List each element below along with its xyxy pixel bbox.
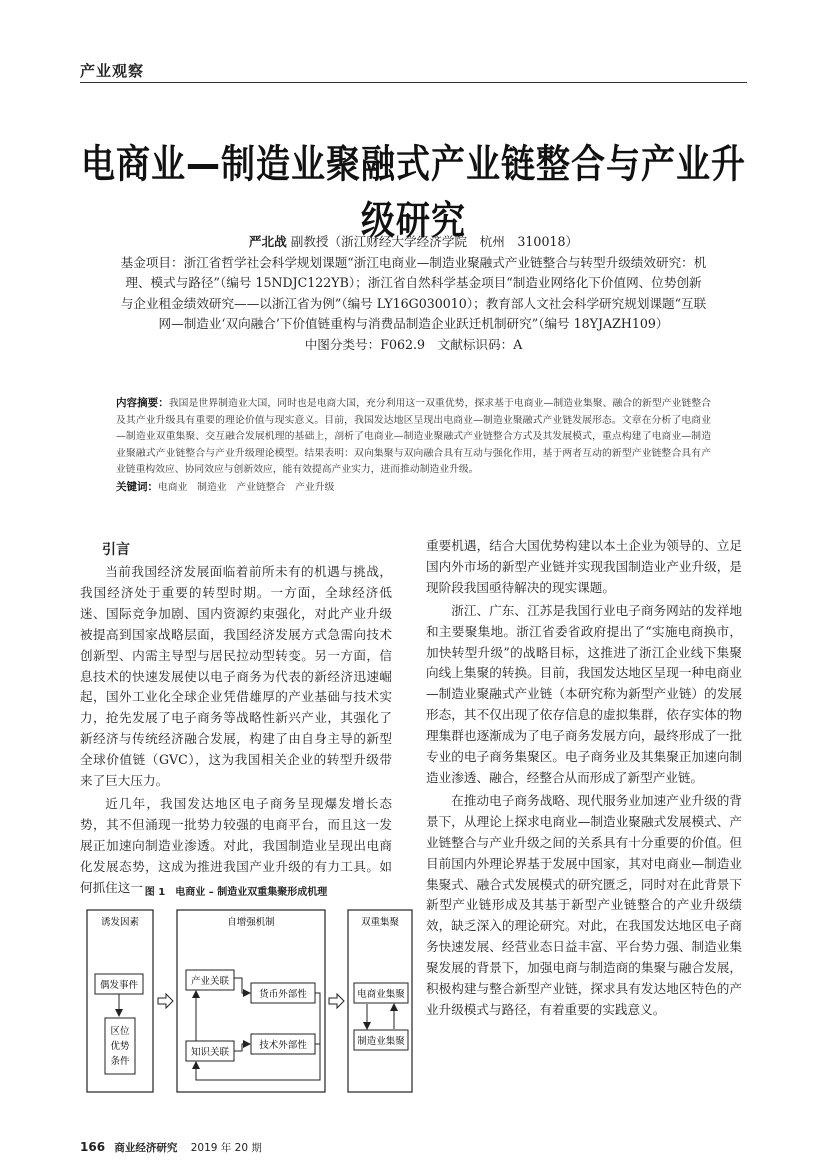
section-label: 产业观察: [80, 62, 145, 80]
connector-arrow: [234, 1044, 250, 1051]
paragraph: 重要机遇，结合大国优势构建以本土企业为领导的、立足国内外市场的新型产业链并实现我国制造业产业升级，是现阶段我国亟待解决的现实课题。: [426, 538, 742, 595]
keywords-text: 电商业 制造业 产业链整合 产业升级: [158, 481, 335, 493]
keywords-label: 关键词：: [116, 480, 158, 493]
paragraph: 当前我国经济发展面临着前所未有的机遇与挑战，我国经济处于重要的转型时期。一方面，全球经济低迷、国际竞争加剧、国内资源约束强化，对此产业升级被提高到国家战略层面，我国经济发展方式急需向技术创新型、内需主导型与居民拉动型转变。另一方面，信息技术的快速发展使以电子商务为代表的新经济迅速崛起，国外工业化全球企业凭借雄厚的产业基础与技术实力，抢先发展了电子商务等战略性新兴产业，其强化了新经济与传统经济融合发展，构建了由自身主导的新型全球价值链（GVC），这为我国相关企业的转型升级带来了巨大压力。: [80, 564, 392, 789]
author-affiliation: 副教授（浙江财经大学经济学院 杭州 310018）: [290, 234, 579, 249]
author-line: [120, 232, 707, 253]
abstract: [116, 395, 711, 479]
box2-item3: 货币外部性: [259, 989, 307, 1000]
box2-item1: 产业关联: [190, 976, 230, 987]
paragraph: 浙江、广东、江苏是我国行业电子商务网站的发祥地和主要聚集地。浙江省委省政府提出了“实施电商换市，加快转型升级”的战略目标，这推进了浙江企业线下集聚向线上集聚的转换。目前，我国发达地区呈现一种电商业—制造业聚融式产业链（本研究称为新型产业链）的发展形态，其不仅出现了依存信息的虚拟集群，依存实体的物理集群也逐渐成为了电子商务发展方向，最终形成了一批专业的电子商务集聚区。电子商务业及其集聚正加速向制造业渗透、融合，经整合从而形成了新型产业链。: [426, 602, 742, 785]
box3-item1: 电商业集聚: [357, 989, 405, 1000]
journal-name: 商业经济研究: [114, 1142, 178, 1154]
header-divider: [80, 82, 747, 83]
box3-item2: 制造业集聚: [357, 1036, 405, 1047]
hollow-arrow-icon: [158, 994, 173, 1008]
box2-item2: 知识关联: [190, 1047, 230, 1058]
box2-item4: 技术外部性: [259, 1040, 307, 1051]
box3-title: 双重集聚: [360, 917, 400, 928]
section-heading-intro: 引言: [102, 542, 130, 558]
box2-title: 自增强机制: [227, 917, 275, 928]
classification-codes: 中图分类号：F062.9 文献标识码：A: [304, 336, 523, 352]
connector-arrow: [234, 978, 250, 993]
figure-diagram: [84, 908, 414, 1103]
funding-info: 基金项目：浙江省哲学社会科学规划课题“浙江电商业—制造业聚融式产业链整合与转型升级绩效研究：机理、模式与路径”（编号 15NDJC122YB）；浙江省自然科学基金项目“制造业网络化下价值网、位势创新与企业租金绩效研究——以浙江省为例”（编号 LY16G030010）；教育部人文社会科学研究规划课题“互联网—制造业‘双向融合’下价值链重构与消费品制造企业跃迁机制研究”（编号 18YJAZH109）: [120, 254, 707, 331]
page-footer: [80, 1140, 262, 1155]
left-column: [80, 540, 392, 901]
figure-caption: 图 1 电商业 – 制造业双重集聚形成机理: [144, 887, 328, 898]
paragraph: 近几年，我国发达地区电子商务呈现爆发增长态势，其不但涌现一批势力较强的电商平台，而且这一发展正加速向制造业渗透。对此，我国制造业呈现出电商化发展态势，这成为推进我国产业升级的有力工具。如何抓住这一: [80, 795, 392, 895]
paragraph: 在推动电子商务战略、现代服务业加速产业升级的背景下，从理论上探求电商业—制造业聚融式发展模式、产业链整合与产业升级之间的关系具有十分重要的价值。但目前国内外理论界基于发展中国家，其对电商业—制造业集聚式、融合式发展模式的研究匮乏，同时对在此背景下新型产业链形成及其基于新型产业链整合的产业升级绩效，缺乏深入的理论研究。对此，在我国发达地区电子商务快速发展、经营业态日益丰富、平台势力强、制造业集聚发展的背景下，加强电商与制造商的集聚与融合发展，积极构建与整合新型产业链，探求具有发达地区特色的产业升级模式与路径，有着重要的实践意义。: [426, 792, 742, 1017]
page-number: 166: [80, 1140, 106, 1154]
abstract-block: [116, 395, 711, 496]
box1-item1: 偶发事件: [99, 980, 139, 991]
feedback-arrow: [196, 993, 320, 1080]
article-title: 电商业—制造业聚融式产业链整合与产业升级研究: [81, 141, 746, 245]
issue-info: 2019 年 20 期: [190, 1142, 262, 1154]
box1-title: 诱发因素: [100, 917, 140, 928]
abstract-text: 我国是世界制造业大国，同时也是电商大国，充分利用这一双重优势，探求基于电商业—制造业集聚、融合的新型产业链整合及其产业升级具有重要的理论价值与现实意义。目前，我国发达地区呈现出电商业—制造业聚融式产业链发展形态。文章在分析了电商业—制造业双重集聚、交互融合发展机理的基础上，剖析了电商业—制造业聚融式产业链整合方式及其发展模式，重点构建了电商业—制造业聚融式产业链整合与产业升级理论模型。结果表明：双向集聚与双向融合具有互动与强化作用，基于两者互动的新型产业链整合具有产业链重构效应、协同效应与创新效应，能有效提高产业实力，进而推动制造业升级。: [116, 398, 712, 475]
article-meta: [120, 232, 707, 355]
author-name: 严北战: [248, 234, 287, 249]
dual-agglomeration-box: [348, 910, 412, 1092]
box1-item2-line3: 条件: [110, 1056, 130, 1067]
right-column: [426, 536, 742, 1023]
hollow-arrow-icon: [329, 994, 344, 1008]
abstract-label: 内容摘要：: [116, 397, 169, 409]
box1-item2-line2: 优势: [110, 1041, 130, 1052]
box1-item2-line1: 区位: [110, 1026, 130, 1037]
keywords: [116, 479, 711, 497]
